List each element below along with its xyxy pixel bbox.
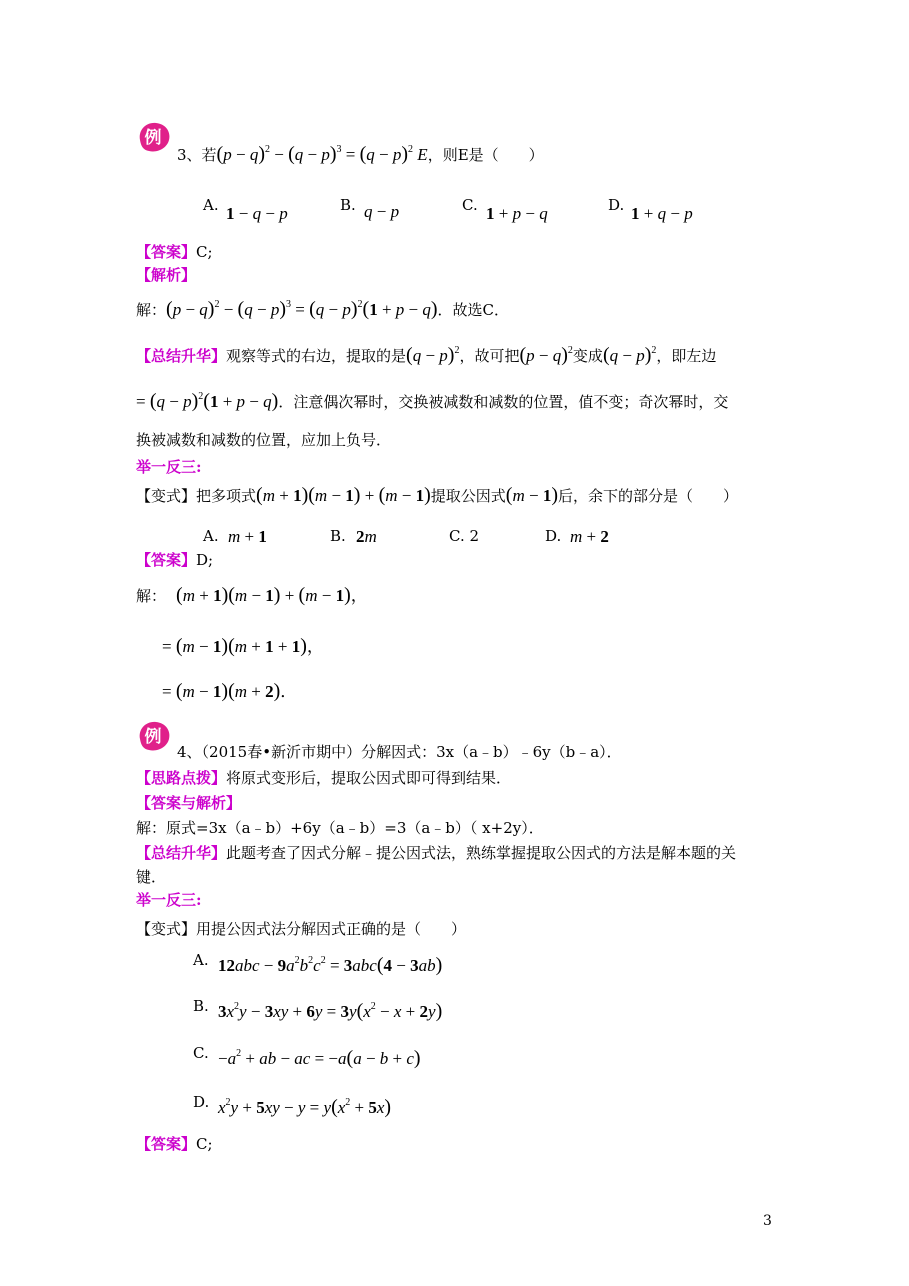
example4-variant bbox=[136, 919, 466, 939]
variant3-option-b-expr: 2m bbox=[356, 527, 377, 546]
summary-expr: $(q - p)^2$ bbox=[602, 344, 657, 366]
option-label: B. bbox=[340, 196, 356, 214]
option-label: D. bbox=[193, 1093, 210, 1111]
variant-text: 把多项式 bbox=[196, 487, 257, 505]
variant3-solution-step3: = (m − 1)(m + 2)． bbox=[162, 680, 298, 702]
option-label: B. bbox=[193, 997, 209, 1015]
variant-label: 【变式】 bbox=[136, 920, 197, 938]
answer-label: 【答案】 bbox=[136, 551, 197, 569]
question-equation: $(p - q)^2 - (q - p)^3 = (q - p)^2$ E bbox=[216, 143, 428, 165]
variant3-option-a-expr: m + 1 bbox=[228, 527, 267, 546]
variant4-option-d bbox=[193, 1092, 209, 1112]
example3-solution bbox=[136, 299, 509, 320]
summary-expr: $(p - q)^2$ bbox=[519, 344, 573, 366]
summary-text: 变成 bbox=[572, 347, 603, 365]
example3-summary-line2 bbox=[136, 391, 728, 412]
answer-label: 【答案】 bbox=[136, 243, 197, 261]
example3-option-a-expr: 1 − q − p bbox=[226, 204, 288, 223]
variant3-option-d-expr: m + 2 bbox=[570, 527, 609, 546]
option-label: A. bbox=[203, 196, 219, 214]
page-number: 3 bbox=[763, 1213, 772, 1229]
variant3-answer bbox=[136, 550, 213, 570]
option-label: D. bbox=[608, 196, 625, 214]
option-label: A. bbox=[193, 951, 209, 969]
variant-expr: (m − 1) bbox=[505, 484, 559, 506]
answer-label: 【答案】 bbox=[136, 1135, 197, 1153]
summary-text: 观察等式的右边，提取的是 bbox=[226, 347, 407, 365]
example3-option-b-expr: q − p bbox=[364, 202, 400, 221]
idea-label: 【思路点拨】 bbox=[136, 769, 227, 787]
example3-summary-line3: 换被减数和减数的位置，应加上负号． bbox=[136, 431, 392, 449]
variant3-option-b bbox=[330, 526, 346, 546]
summary-label: 【总结升华】 bbox=[136, 347, 227, 365]
example3-summary-line1 bbox=[136, 345, 716, 366]
summary-expr: $(q - p)^2$ bbox=[406, 344, 460, 366]
example3-option-c bbox=[462, 195, 478, 215]
variant4-option-b-expr: $3x^2y - 3xy + 6y = 3y(x^2 - x + 2y)$ bbox=[218, 1000, 443, 1022]
svg-text:例: 例 bbox=[144, 128, 162, 148]
solution-suffix: ．故选C． bbox=[437, 301, 510, 319]
variant4-option-a bbox=[193, 950, 209, 970]
question-suffix: ，则E是（ ） bbox=[427, 146, 544, 164]
option-label: A. bbox=[203, 527, 219, 545]
variant3-option-d bbox=[545, 526, 561, 546]
answer-value: D; bbox=[196, 551, 214, 569]
example3-question bbox=[177, 144, 544, 165]
example-badge-icon bbox=[136, 120, 172, 154]
summary-text: 此题考查了因式分解﹣提公因式法，熟练掌握提取公因式的方法是解本题的关 bbox=[226, 844, 737, 862]
idea-text: 将原式变形后，提取公因式即可得到结果． bbox=[226, 769, 512, 787]
example4-solution: 解：原式=3x（a﹣b）+6y（a﹣b）=3（a﹣b）（ x+2y）． bbox=[136, 819, 544, 837]
summary-text: ，故可把 bbox=[459, 347, 520, 365]
example4-question: 4、（2015春•新沂市期中）分解因式：3x（a﹣b）﹣6y（b﹣a）． bbox=[177, 743, 622, 761]
answer-value: C; bbox=[196, 243, 213, 261]
solution-prefix: 解： bbox=[136, 587, 167, 605]
variant-label: 【变式】 bbox=[136, 487, 197, 505]
option-label: C. bbox=[193, 1044, 209, 1062]
example3-option-c-expr: 1 + p − q bbox=[486, 204, 548, 223]
example3-variant bbox=[136, 485, 738, 506]
example4-summary-line2: 键． bbox=[136, 868, 167, 886]
question-prefix: 3、若 bbox=[177, 146, 217, 164]
variant3-solution-step2: = (m − 1)(m + 1 + 1)， bbox=[162, 635, 324, 657]
example4-idea bbox=[136, 768, 511, 788]
summary-text: ，即左边 bbox=[656, 347, 717, 365]
example3-jyfs-label: 举一反三: bbox=[136, 458, 202, 476]
variant3-option-a bbox=[203, 526, 219, 546]
example-badge-icon bbox=[136, 719, 172, 753]
svg-text:例: 例 bbox=[144, 727, 162, 747]
solution-equation: $(p - q)^2 - (q - p)^3 = (q - p)^2(1 + p - q)$ bbox=[166, 298, 438, 320]
example3-option-d bbox=[608, 195, 624, 215]
variant4-option-c bbox=[193, 1043, 209, 1063]
option-label: C. bbox=[449, 527, 465, 545]
example4-answer-analysis-label: 【答案与解析】 bbox=[136, 794, 242, 812]
variant4-option-b bbox=[193, 996, 209, 1016]
variant3-solution-step1 bbox=[136, 585, 368, 606]
summary-expr: = $(q - p)^2(1 + p - q)$ bbox=[136, 390, 279, 412]
variant4-option-d-expr: $x^2y + 5xy - y = y(x^2 + 5x)$ bbox=[218, 1096, 392, 1118]
example4-jyfs-label: 举一反三: bbox=[136, 891, 202, 909]
solution-step-expr: (m + 1)(m − 1) + (m − 1)， bbox=[176, 584, 368, 606]
variant-text: 用提公因式法分解因式正确的是（ ） bbox=[196, 920, 467, 938]
example3-answer bbox=[136, 242, 213, 262]
option-expr: 2 bbox=[469, 527, 480, 545]
variant-expr: (m + 1)(m − 1) + (m − 1) bbox=[256, 484, 431, 506]
summary-label: 【总结升华】 bbox=[136, 844, 227, 862]
variant3-option-c bbox=[449, 526, 479, 546]
solution-prefix: 解： bbox=[136, 301, 167, 319]
variant4-option-a-expr: $12abc - 9a^2b^2c^2 = 3abc(4 - 3ab)$ bbox=[218, 954, 443, 976]
example4-summary-line1 bbox=[136, 843, 736, 863]
option-label: C. bbox=[462, 196, 478, 214]
answer-value: C; bbox=[196, 1135, 213, 1153]
example3-option-d-expr: 1 + q − p bbox=[631, 204, 693, 223]
summary-text: ．注意偶次幂时，交换被减数和减数的位置，值不变；奇次幂时，交 bbox=[278, 393, 729, 411]
example3-analysis-label: 【解析】 bbox=[136, 266, 197, 284]
option-label: B. bbox=[330, 527, 346, 545]
variant4-option-c-expr: $-a^2$ + ab − ac = −a(a − b + c) bbox=[218, 1047, 421, 1069]
example3-option-b bbox=[340, 195, 356, 215]
variant-text: 后，余下的部分是（ ） bbox=[558, 487, 739, 505]
example3-option-a bbox=[203, 195, 219, 215]
variant-text: 提取公因式 bbox=[430, 487, 506, 505]
example4-answer bbox=[136, 1134, 213, 1154]
option-label: D. bbox=[545, 527, 562, 545]
